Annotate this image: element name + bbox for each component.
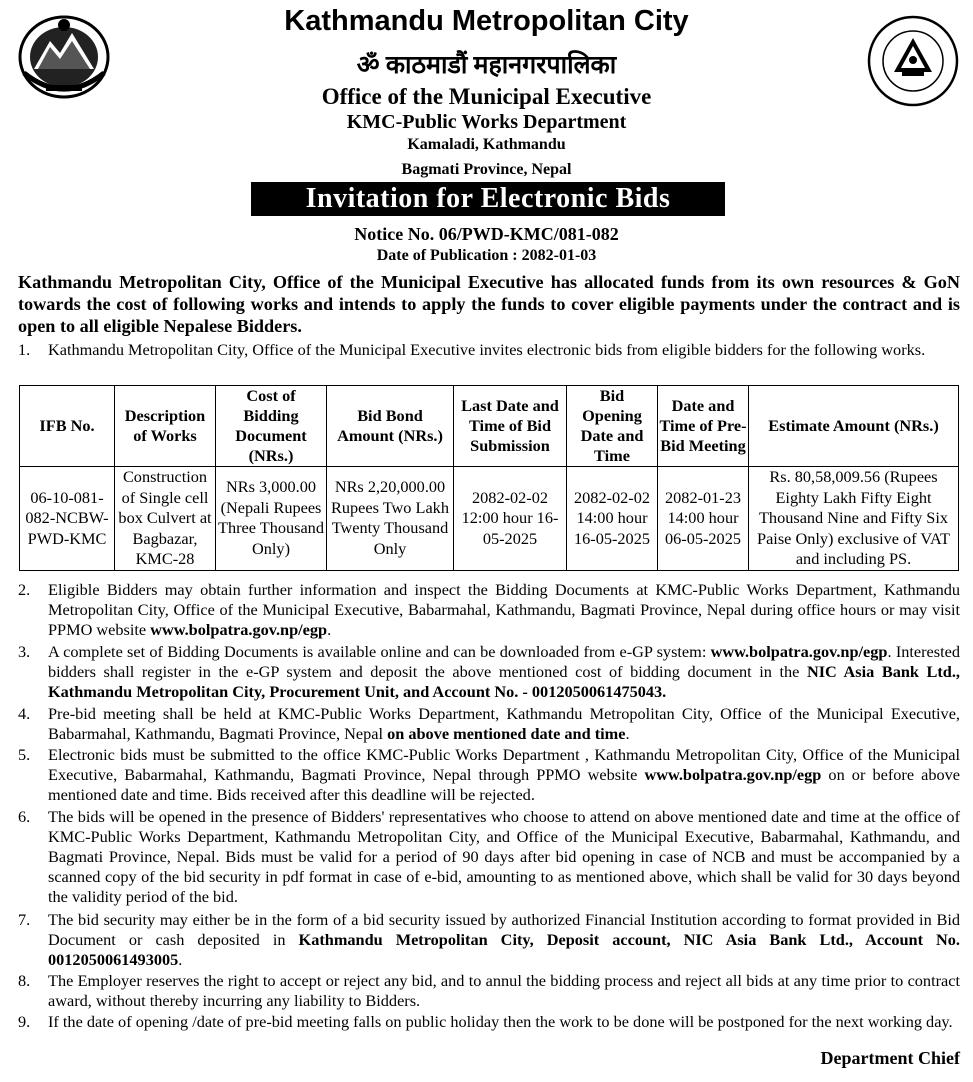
col-last-date: Last Date and Time of Bid Submission (454, 386, 567, 467)
item-text: Kathmandu Metropolitan City, Office of the Municipal Executive invites electronic bids from eligible bidders for the following works. (48, 340, 926, 359)
col-doc-cost: Cost of Bidding Document (NRs.) (216, 386, 327, 467)
website-link[interactable]: www.bolpatra.gov.np/egp (150, 620, 328, 639)
cell-doc-cost: NRs 3,000.00 (Nepali Rupees Three Thousand Only) (216, 467, 327, 571)
col-opening: Bid Opening Date and Time (567, 386, 658, 467)
nepali-title: ॐ काठमाडौं महानगरपालिका (356, 52, 617, 79)
col-prebid: Date and Time of Pre-Bid Meeting (658, 386, 749, 467)
item-number: 4. (18, 704, 31, 723)
col-ifb-no: IFB No. (20, 386, 115, 467)
item-number: 6. (18, 807, 31, 826)
list-item (18, 340, 960, 360)
office-name: Office of the Municipal Executive (321, 84, 652, 109)
website-link[interactable]: www.bolpatra.gov.np/egp (644, 765, 822, 784)
item-number: 8. (18, 971, 31, 990)
list-item (18, 971, 960, 1011)
cell-bid-bond: NRs 2,20,000.00 Rupees Two Lakh Twenty Thousand Only (327, 467, 454, 571)
intro-paragraph: Kathmandu Metropolitan City, Office of the Municipal Executive has allocated funds from its own resources & GoN towards the cost of following works and intends to apply the funds to cover eligible payments under the contract and is open to all eligible Nepalese Bidders. (18, 272, 960, 336)
list-item (18, 642, 960, 702)
item-text: The bids will be opened in the presence of Bidders' representatives who choose to attend on above mentioned date and time at the office of KMC-Public Works Department, Kathmandu Metropolitan City, and Office of the Municipal Executive, Babarmahal, Kathmandu, and Bagmati Province, Nepal. Bids must be valid for a period of 90 days after bid opening in case of NCB and must be accompanied by a scanned copy of the bid security in pdf format in case of e-bid, amounting to as mentioned above, which shall be valid for 30 days beyond the validity period of the bid. (48, 807, 960, 906)
item-text (48, 580, 960, 640)
list-item (18, 807, 960, 907)
item-text (48, 642, 960, 702)
item-text-tail: . (327, 620, 332, 639)
item-text-part: Electronic bids must be submitted to the office KMC-Public Works Department , Kathmandu Metropolitan City, Office of the Municipal Executive, Babarmahal, Kathmandu, Bagmati Province, Nepal through PPMO website (48, 745, 960, 784)
cell-description: Construction of Single cell box Culvert at Bagbazar, KMC-28 (115, 467, 216, 571)
table-row (20, 467, 959, 571)
notice-number: Notice No. 06/PWD-KMC/081-082 (354, 224, 619, 244)
city-title: Kathmandu Metropolitan City (284, 5, 689, 37)
col-estimate: Estimate Amount (NRs.) (749, 386, 959, 467)
bank-account-text: NIC Asia Bank Ltd., Kathmandu Metropolitan City, Procurement Unit, and Account No. - 0012050061475043. (48, 662, 960, 701)
item-number: 5. (18, 745, 31, 764)
invitation-banner: Invitation for Electronic Bids (251, 182, 725, 216)
list-item (18, 1012, 960, 1032)
item-text: The Employer reserves the right to accept or reject any bid, and to annul the bidding process and reject all bids at any time prior to contract award, without thereby incurring any liability to Bidders. (48, 971, 960, 1010)
item-text-tail: on or before above mentioned date and time. Bids received after this deadline will be rejected. (48, 765, 961, 804)
publication-date: Date of Publication : 2082-01-03 (376, 247, 597, 264)
bid-table (19, 385, 959, 571)
item-number: 7. (18, 910, 31, 929)
item-text-part: Pre-bid meeting shall be held at KMC-Public Works Department, Kathmandu Metropolitan City, Office of the Municipal Executive, Babarmahal, Kathmandu, Bagmati Province, Nepal (48, 704, 960, 743)
item-text: If the date of opening /date of pre-bid meeting falls on public holiday then the work to be done will be postponed for the next working day. (48, 1012, 953, 1031)
department-name: KMC-Public Works Department (346, 111, 627, 133)
cell-prebid: 2082-01-23 14:00 hour 06-05-2025 (658, 467, 749, 571)
emphasis-text: on above mentioned date and time (387, 724, 626, 743)
signature-department-chief: Department Chief (820, 1048, 960, 1068)
list-item (18, 910, 960, 970)
item-number: 2. (18, 580, 31, 599)
item-text-part: The bid security may either be in the form of a bid security issued by authorized Financial Institution according to format provided in Bid Document or cash deposited in (48, 910, 960, 949)
item-text-tail: . (625, 724, 630, 743)
item-text (48, 910, 960, 970)
item-text-mid: . Interested bidders shall register in the e-GP system and deposit the above mentioned cost of bidding document in the (48, 642, 961, 681)
table-header-row (20, 386, 959, 467)
bank-account-text: Kathmandu Metropolitan City, Deposit account, NIC Asia Bank Ltd., Account No. 0012050061493005 (48, 930, 960, 969)
item-text (48, 745, 960, 805)
address-line-2: Bagmati Province, Nepal (401, 161, 572, 178)
cell-ifb: 06-10-081-082-NCBW-PWD-KMC (20, 467, 115, 571)
item-number: 9. (18, 1012, 31, 1031)
col-description: Description of Works (115, 386, 216, 467)
cell-opening: 2082-02-02 14:00 hour 16-05-2025 (567, 467, 658, 571)
item-text-part: Eligible Bidders may obtain further information and inspect the Bidding Documents at KMC-Public Works Department, Kathmandu Metropolitan City, Office of the Municipal Executive, Babarmahal, Kathmandu, Bagmati Province, Nepal during office hours or may visit PPMO website (48, 580, 960, 639)
list-item (18, 580, 960, 640)
item-text-part: A complete set of Bidding Documents is available online and can be downloaded from e-GP system: (48, 642, 711, 661)
website-link[interactable]: www.bolpatra.gov.np/egp (710, 642, 888, 661)
list-item (18, 704, 960, 744)
list-item (18, 745, 960, 805)
address-line-1: Kamaladi, Kathmandu (407, 136, 566, 153)
item-text-tail: . (178, 950, 183, 969)
col-bid-bond: Bid Bond Amount (NRs.) (327, 386, 454, 467)
item-number: 3. (18, 642, 31, 661)
cell-estimate: Rs. 80,58,009.56 (Rupees Eighty Lakh Fifty Eight Thousand Nine and Fifty Six Paise Only) exclusive of VAT and including PS. (749, 467, 959, 571)
item-text (48, 704, 960, 744)
cell-last-date: 2082-02-02 12:00 hour 16-05-2025 (454, 467, 567, 571)
item-number: 1. (18, 340, 31, 359)
